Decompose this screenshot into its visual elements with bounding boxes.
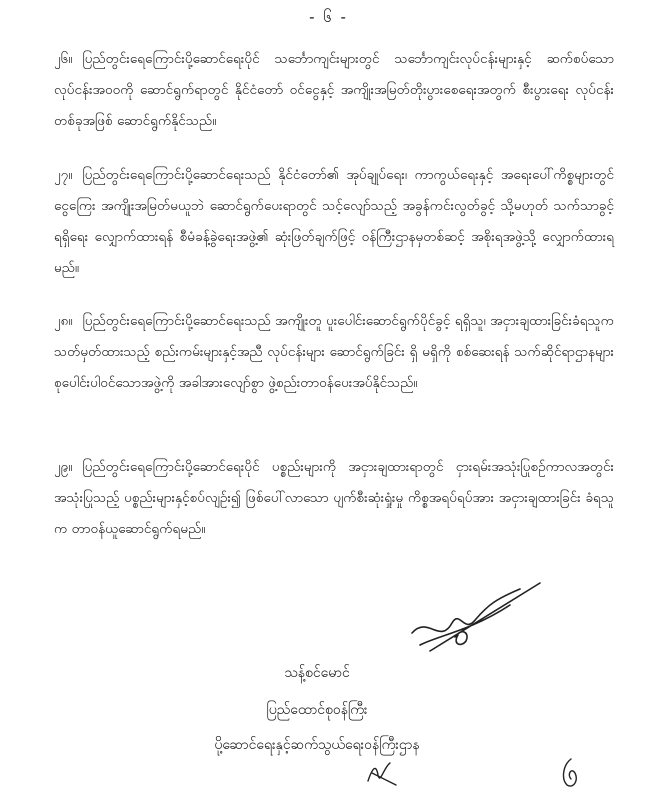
paragraph-28 [54,306,614,399]
initial-mark-left [362,755,402,789]
paragraph-number: ၂၈။ [54,313,73,329]
paragraph-29 [54,452,614,545]
signer-name: သန့်စင်မောင် [284,665,350,681]
paragraph-27 [54,160,614,284]
paragraph-text: ပြည်တွင်းရေကြောင်းပို့ဆောင်ရေးပိုင် ပစ္စည်းများကို အငှားချထားရာတွင် ငှားရမ်းအသုံးပြုစဉ်ကာလအတွင်း အသုံးပြုသည့် ပစ္စည်းများနှင့်စပ်လျဉ်း၍ ဖြစ်ပေါ်လာသော ပျက်စီးဆုံးရှုံးမှု ကိစ္စအရပ်ရပ်အား အငှားချထားခြင်း ခံရသူက တာဝန်ယူဆောင်ရွက်ရမည်။ [54,459,614,537]
paragraph-text: ပြည်တွင်းရေကြောင်းပို့ဆောင်ရေးပိုင် သင်္ဘောကျင်းများတွင် သင်္ဘောကျင်းလုပ်ငန်းများနှင့် ဆက်စပ်သော လုပ်ငန်းအဝဝကို ဆောင်ရွက်ရာတွင် နိုင်ငံတော် ဝင်ငွေနှင့် အကျိုးအမြတ်တိုးပွားစေရေးအတွက် စီးပွားရေး လုပ်ငန်းတစ်ခုအဖြစ် ဆောင်ရွက်နိုင်သည်။ [54,51,614,129]
page-number: - ၆ - [309,8,348,26]
signer-title: ပြည်ထောင်စုဝန်ကြီး [266,702,368,718]
handwritten-signature [400,575,550,670]
paragraph-number: ၂၉။ [54,459,73,475]
paragraph-text: ပြည်တွင်းရေကြောင်းပို့ဆောင်ရေးသည် နိုင်ငံတော်၏ အုပ်ချုပ်ရေး၊ ကာကွယ်ရေးနှင့် အရေးပေါ်ကိစ္စများတွင် ငွေကြေး အကျိုးအမြတ်မယူဘဲ ဆောင်ရွက်ပေးရာတွင် သင့်လျော်သည့် အခွန်ကင်းလွတ်ခွင့် သို့မဟုတ် သက်သာခွင့်ရရှိရေး လျှောက်ထားရန် စီမံခန့်ခွဲရေးအဖွဲ့၏ ဆုံးဖြတ်ချက်ဖြင့် ဝန်ကြီးဌာနမှတစ်ဆင့် အစိုးရအဖွဲ့သို့ လျှောက်ထားရမည်။ [54,167,614,276]
paragraph-number: ၂၇။ [54,167,73,183]
paragraph-text: ပြည်တွင်းရေကြောင်းပို့ဆောင်ရေးသည် အကျိုးတူ ပူးပေါင်းဆောင်ရွက်ပိုင်ခွင့် ရရှိသူ၊ အငှားချထားခြင်းခံရသူက သတ်မှတ်ထားသည့် စည်းကမ်းများနှင့်အညီ လုပ်ငန်းများ ဆောင်ရွက်ခြင်း ရှိ မရှိကို စစ်ဆေးရန် သက်ဆိုင်ရာဌာနများ စုပေါင်းပါဝင်သောအဖွဲ့ကို အခါအားလျော်စွာ ဖွဲ့စည်းတာဝန်ပေးအပ်နိုင်သည်။ [54,313,614,391]
paragraph-number: ၂၆။ [54,51,73,67]
paragraph-26 [54,44,614,137]
initial-mark-right [555,755,585,791]
signer-organization: ပို့ဆောင်ရေးနှင့်ဆက်သွယ်ရေးဝန်ကြီးဌာန [214,737,420,753]
